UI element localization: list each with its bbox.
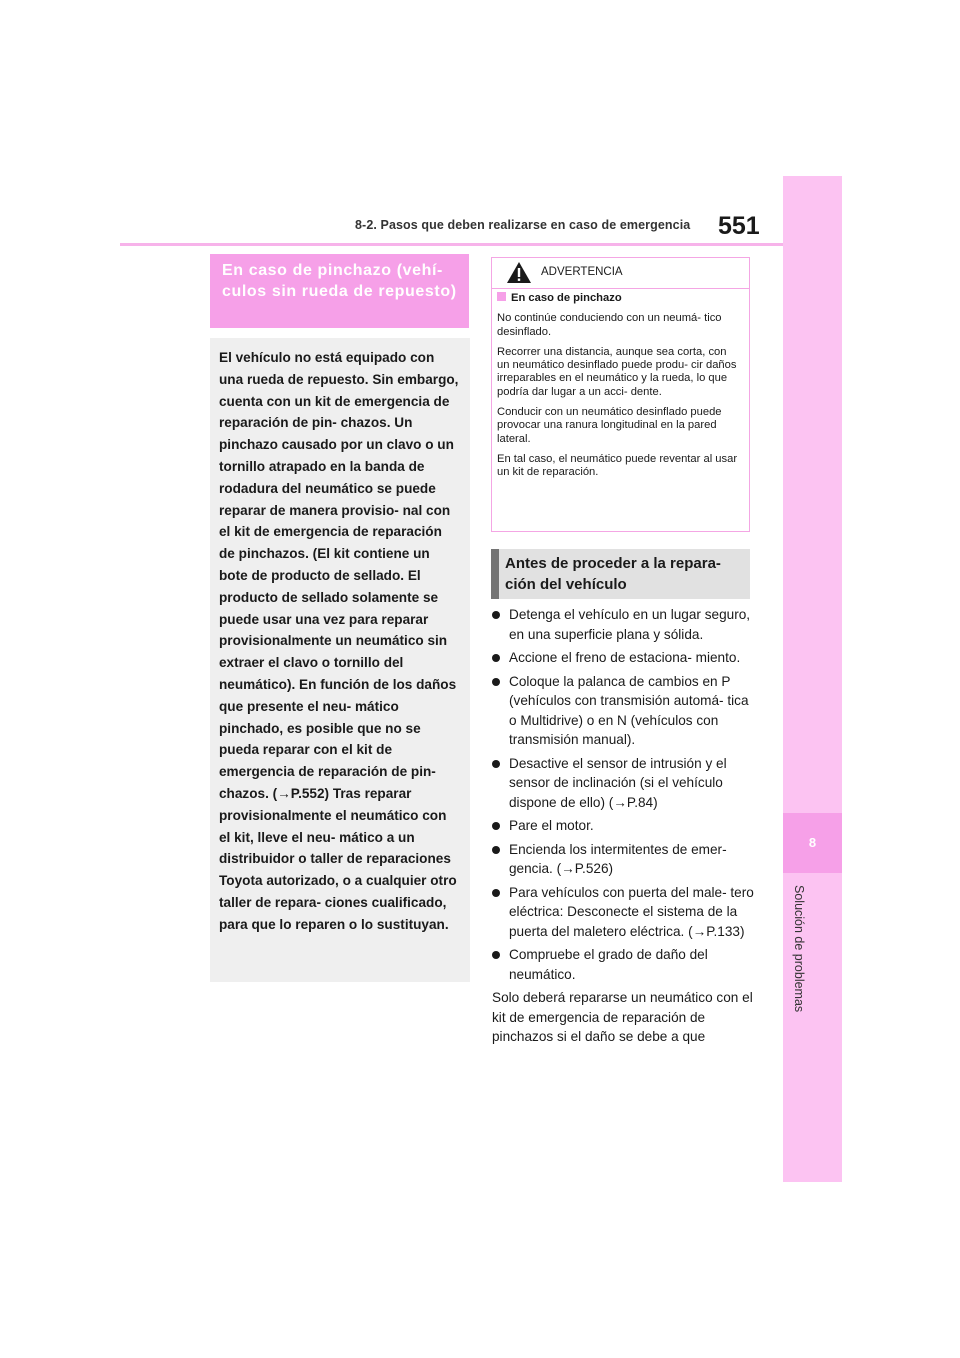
list-item-text: Coloque la palanca de cambios en P (vehículos con transmisión automá- tica o Multidrive) o en N (vehículos con transmisión manual). [509,673,749,747]
warning-paragraph: Recorrer una distancia, aunque sea corta, con un neumático desinflado puede produ- cir daños irreparables en el neumático y la rueda, lo que podría dar lugar a un acci- dente. [497,345,737,398]
list-item [492,648,754,668]
list-item-text: Detenga el vehículo en un lugar seguro, en una superficie plana y sólida. [509,607,751,642]
list-item-text: Encienda los intermitentes de emer- gencia. (→P.526) [509,841,727,876]
list-item [492,605,754,644]
warning-subheading-text: En caso de pinchazo [511,292,622,304]
list-item-text: Compruebe el grado de daño del neumático. [509,947,708,982]
side-tab-strip [783,176,842,1182]
warning-paragraph: Conducir con un neumático desinflado puede provocar una ranura longitudinal en la pared lateral. [497,406,722,445]
list-item [492,883,754,942]
page-number: 551 [718,212,760,240]
info-box-text: El vehículo no está equipado con una rueda de repuesto. Sin embargo, cuenta con un kit de emergencia de reparación de pin- chazos. Un pinchazo causado por un clavo o un tornillo atrapado en la banda de rodadura del neumático se puede reparar de manera provisio- nal con el kit de emergencia de reparación de pinchazos. (El kit contiene un bote de producto de sellado. El producto de sellado solamente se puede usar una vez para reparar provisionalmente un neumático sin extraer el clavo o tornillo del neumático). En función de los daños que presente el neu- mático pinchado, es posible que no se pueda reparar con el kit de emergencia de reparación de pin- chazos. (→P.552) Tras reparar provisionalmente el neumático con el kit, lleve el neu- mático a un distribuidor o taller de reparaciones Toyota autorizado, o a cualquier otro taller de repara- ciones cualificado, para que lo reparen o lo sustituyan. [219,350,459,932]
header-rule [120,243,783,246]
warning-header [492,258,749,289]
chapter-number: 8 [808,835,817,850]
warning-paragraph: En tal caso, el neumático puede reventar al usar un kit de reparación. [497,452,738,479]
bullet-dot-icon [492,822,500,830]
gray-section-heading: Antes de proceder a la repara- ción del vehículo [491,549,750,599]
bullet-dot-icon [492,846,500,854]
bullet-dot-icon [492,951,500,959]
warning-paragraph: No continúe conduciendo con un neumá- tico desinflado. [497,312,722,338]
list-item [492,754,754,813]
bullet-list [492,605,754,1047]
chapter-label: Solución de problemas [792,885,806,1013]
bullet-dot-icon [492,889,500,897]
bullet-dot-icon [492,678,500,686]
list-item-text: Accione el freno de estaciona- miento. [509,650,741,665]
pink-section-heading: En caso de pinchazo (vehí- culos sin rueda de repuesto) [210,254,469,328]
section-title: 8-2. Pasos que deben realizarse en caso de emergencia [355,218,691,232]
warning-box [491,257,750,532]
list-item-text: Pare el motor. [509,818,594,833]
info-box [210,338,470,982]
warning-content [492,289,749,480]
list-item-text: Desactive el sensor de intrusión y el sensor de inclinación (si el vehículo dispone de ello) (→P.84) [509,755,727,810]
bullet-dot-icon [492,654,500,662]
closing-paragraph: Solo deberá repararse un neumático con el kit de emergencia de reparación de pinchazos si el daño se debe a que [492,990,753,1044]
list-item [492,840,754,879]
pink-square-icon [497,292,506,301]
list-item [492,816,754,836]
list-item [492,672,754,750]
warning-title: ADVERTENCIA [541,266,623,278]
bullet-dot-icon [492,760,500,768]
warning-triangle-icon [506,261,532,284]
bullet-dot-icon [492,611,500,619]
warning-subheading [497,292,739,305]
list-item-text: Para vehículos con puerta del male- tero eléctrica: Desconecte el sistema de la puerta del maletero eléctrica. (→P.133) [509,884,754,939]
list-item [492,945,754,984]
